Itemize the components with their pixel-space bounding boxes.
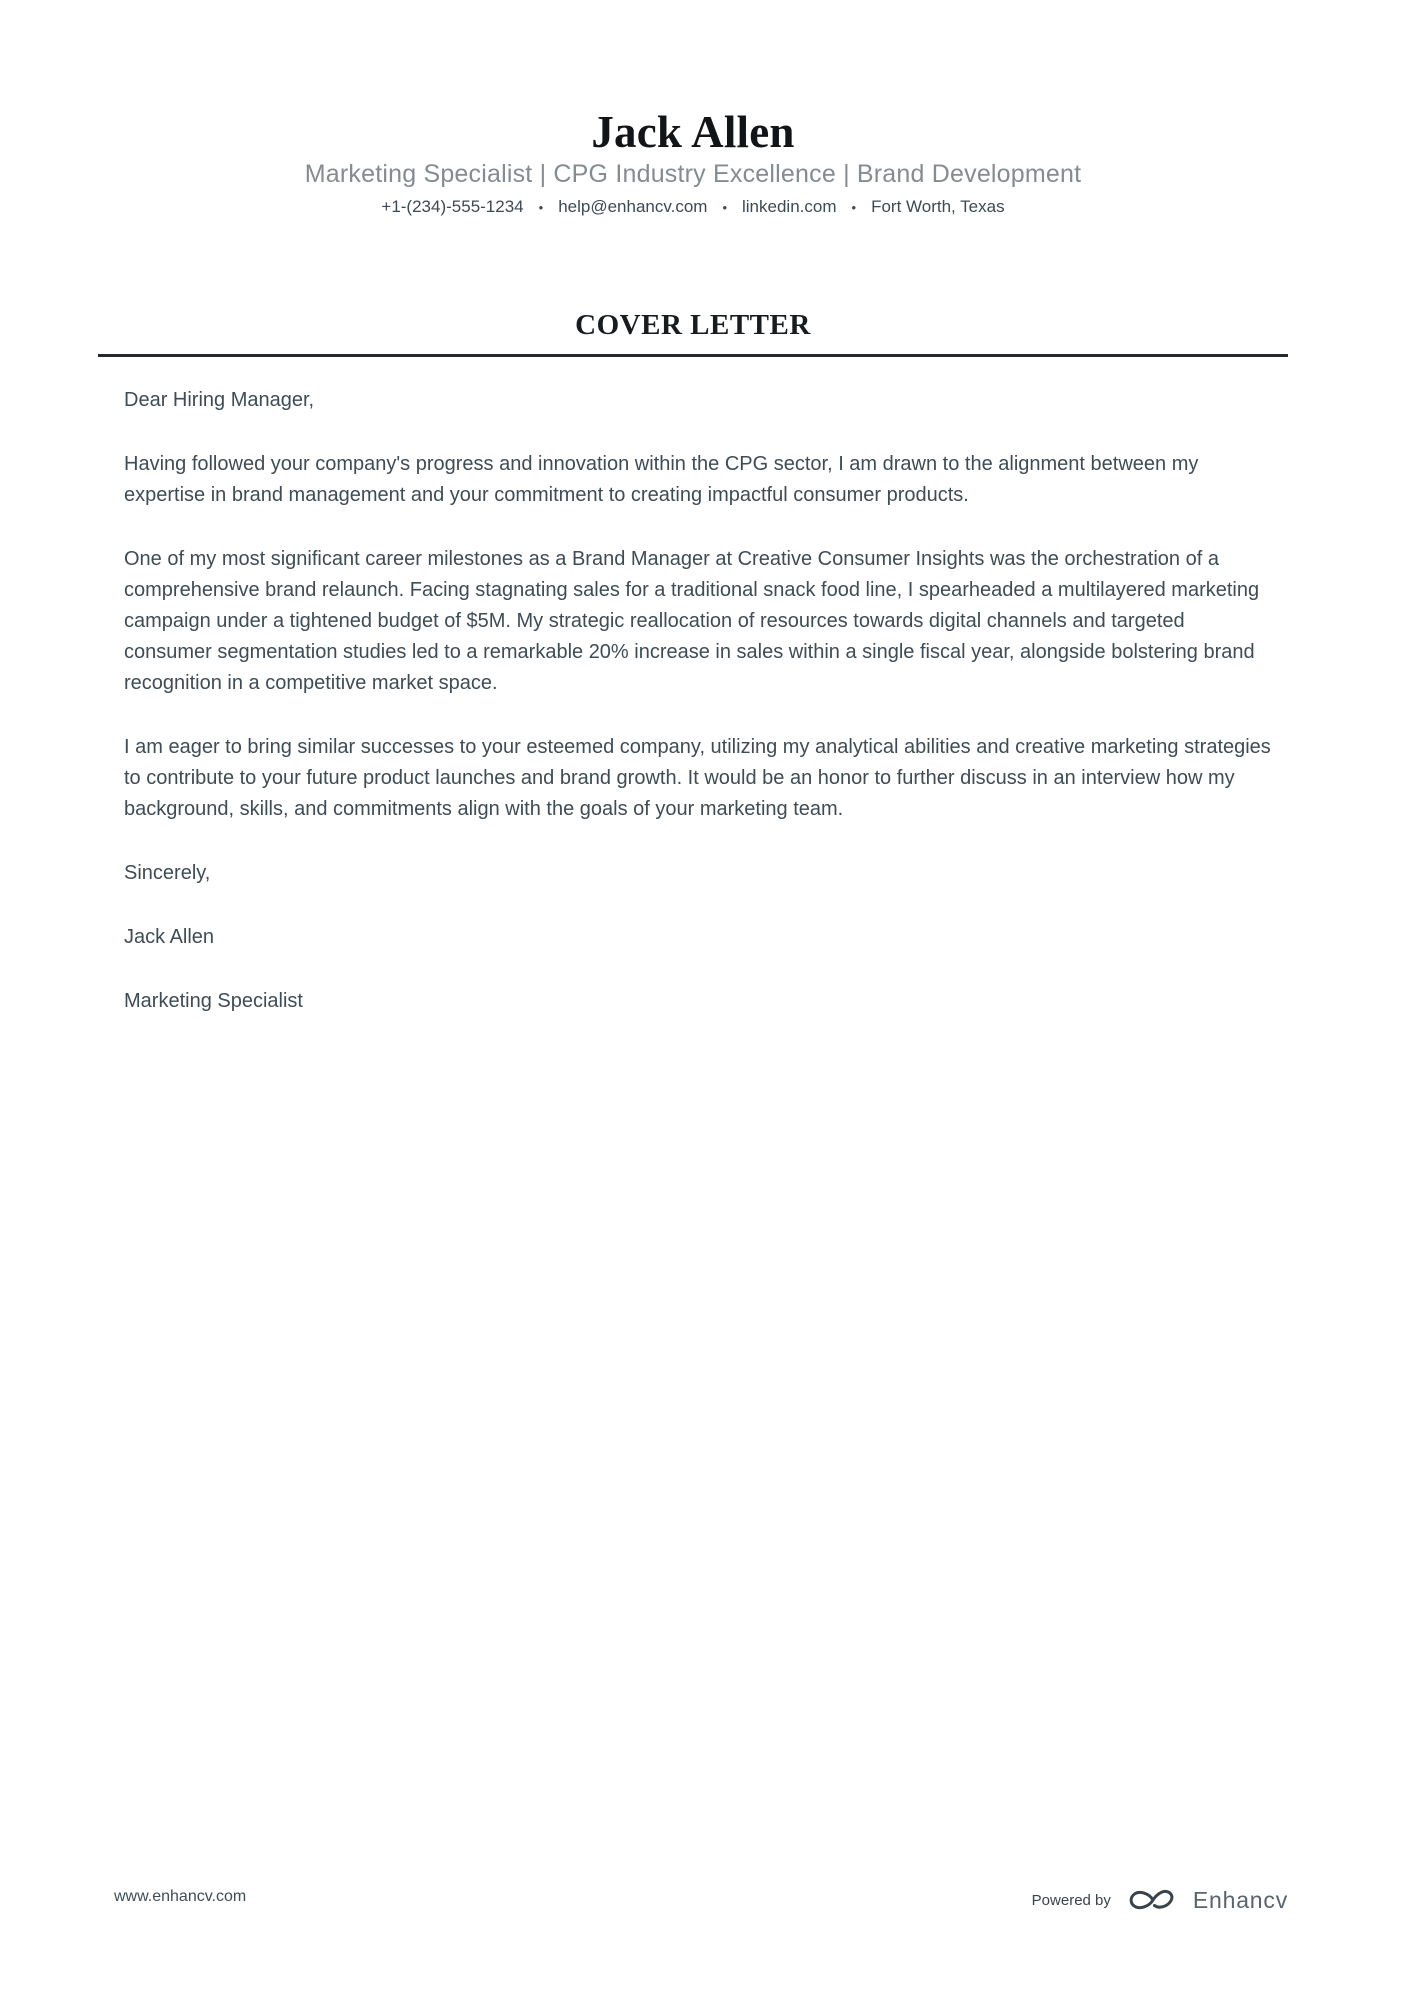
footer-brand-group xyxy=(1032,1880,1288,1920)
closing: Sincerely, xyxy=(124,862,211,885)
signature-name: Jack Allen xyxy=(124,926,215,949)
letter-header xyxy=(98,0,1288,220)
signature-title: Marketing Specialist xyxy=(124,990,303,1013)
enhancv-logo-icon xyxy=(1127,1886,1177,1914)
salutation: Dear Hiring Manager, xyxy=(124,389,315,412)
enhancv-wordmark: Enhancv xyxy=(1192,1886,1288,1913)
contact-separator-icon: • xyxy=(851,199,857,215)
contact-email[interactable]: help@enhancv.com xyxy=(558,197,708,216)
section-divider xyxy=(98,354,1288,357)
person-name: Jack Allen xyxy=(591,107,795,157)
footer-website-link[interactable]: www.enhancv.com xyxy=(114,1888,247,1905)
contact-location: Fort Worth, Texas xyxy=(871,197,1005,216)
section-title: COVER LETTER xyxy=(575,308,811,341)
contact-phone: +1-(234)-555-1234 xyxy=(381,197,524,216)
page-content xyxy=(98,0,1288,1050)
person-headline: Marketing Specialist | CPG Industry Excellence | Brand Development xyxy=(304,160,1082,188)
contact-row xyxy=(98,195,1288,220)
letter-paragraph: Having followed your company's progress and innovation within the CPG sector, I am drawn to the alignment between my expertise in brand management and your commitment to creating impactful consumer products. xyxy=(124,453,1199,507)
letter-paragraph: One of my most significant career milestones as a Brand Manager at Creative Consumer Insights was the orchestration of a comprehensive brand relaunch. Facing stagnating sales for a traditional snack food line, I spearheaded a multilayered marketing campaign under a tightened budget of $5M. My strategic reallocation of resources towards digital channels and targeted consumer segmentation studies led to a remarkable 20% increase in sales within a single fiscal year, alongside bolstering brand recognition in a competitive market space. xyxy=(124,548,1260,695)
letter-body xyxy=(98,385,1288,1017)
contact-separator-icon: • xyxy=(538,199,544,215)
contact-separator-icon: • xyxy=(722,199,727,215)
page-footer xyxy=(0,1880,1410,1920)
powered-by-label: Powered by xyxy=(1031,1891,1111,1909)
letter-paragraph: I am eager to bring similar successes to your esteemed company, utilizing my analytical abilities and creative marketing strategies to contribute to your future product launches and brand growth. It would be an honor to further discuss in an interview how my background, skills, and commitments align with the goals of your marketing team. xyxy=(124,736,1271,821)
contact-website[interactable]: linkedin.com xyxy=(742,197,837,216)
